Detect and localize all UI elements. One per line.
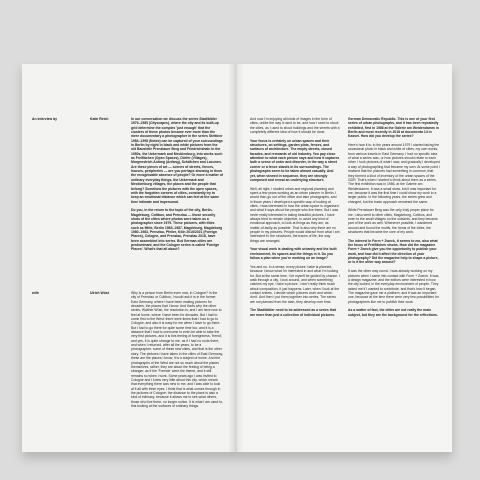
right-column-2 bbox=[348, 117, 440, 321]
paragraph: While Prenzlauer Berg was the only truly proper place for me, I also went to other cities, Magdeburg, Cottbus, and even to the small villages on the outskirts, and they became part of the work as well. Whenever possible, I wandered around and found the motifs, the forms of the cities, the structures that became the core of my work. bbox=[348, 208, 438, 235]
right-page bbox=[236, 64, 452, 452]
left-page bbox=[22, 64, 236, 452]
interview-by-label: An interview by bbox=[32, 117, 58, 121]
question-paragraph: The interest in Form + Zweck, it seems to me, also what the focus of Freiflächen shows. How did the magazine Form + Zweck give you the opportunity to publish your work, and how did it affect the direction of your photography? Did the magazine help to shape a picture, or is it the other way around? bbox=[348, 238, 439, 265]
question-paragraph: Your visual work is dealing with urbanity and the built environment, its spaces and the things in it. Do you follow a plan when you're working on an image? bbox=[250, 247, 337, 261]
paragraph: Here's how it is: in the years around 1979 I started taking the occasional photo in black and white of cities, my own works, from various travels in East Germany. I had no specific idea of what a series was, or how pictures should relate to each other. I took pictures of what I saw, and gradually I developed a way of photographing that became my own. At some point I realised that the pictures had something in common, that they formed a kind of inventory of the urban spaces of the GDR. That's when I started to think about them as a series. The first exhibition was in 1986, at the Galerie am Weidendamm. It was a small show, but it was important for me, because it was the first time I could show my work to a larger public. In the following years, the series grew and changed, but the basic approach remained the same. bbox=[348, 143, 440, 204]
question-paragraph: The Stadtbilder need to be addressed as a series that are more than just a collection of individual pictures. bbox=[250, 308, 336, 317]
paragraph: Yes and no. In a sense, every picture I take is planned, because I know what I'm interested in and what I'm looking for. But at the same time, I let myself be guided by chance. I walk through a city, I look around, and when something catches my eye, I take a picture. I don't really think much about composition, it just happens. Later, when I look at the contact sheets, I decide which pictures work and which don't. And then I put them together into series. The series are not planned from the start, they develop over time. bbox=[250, 264, 340, 304]
interview-intro-column bbox=[131, 117, 223, 256]
open-magazine bbox=[22, 64, 452, 452]
intro-paragraph-2: Do you, in the return to the topic of the city, Berlin, Magdeburg, Cottbus, and Prenzlau — those security shots of the cities where photos were taken as a photographer since 1979. These pictures, with titles such as Mitte, Berlin 1983–1987, Magdeburg, Magdeburg 1980–1983, Prenzlau, Pfeiler, Köln 2016/2021 (Foreign Places), Cologne, and Prenzlau, Prenzlau 2018, have been assembled into series. But German cities are predominant, and the Cologne series is called 'Foreign Places'. What's that all about? bbox=[131, 208, 223, 252]
paragraph: It was the other way round. I was already working on my pictures when I came into contact with Form + Zweck. It was a design magazine, and the editors were interested in how the city looked, in the everyday environment of people. They asked me if I wanted to contribute, and that's how it began. The magazine gave me a platform, and it was an important one, because at the time there were very few possibilities for photographers like me to publish their work. bbox=[348, 269, 439, 304]
interviewee-name: Ulrich Wüst bbox=[90, 291, 109, 295]
interviewer-name: Katie Reich bbox=[90, 117, 109, 121]
paragraph: And now I'm enjoying all kinds of images in the form of cities, unlike the way it used to be, and how I used to shoot the cities, as I used to shoot buildings and the streets with a completely different idea of how it should be done. bbox=[250, 117, 340, 135]
answer-paragraph: Why is a person from Berlin even now, in Cologne? In the city of Prenzlau or Cottbus, I would ask it is in the former East Germany, where I have been making pictures for decades, the places that I know. And that's why the other series, Walther Wüst, the resolution is, and I am here now to feel at home, where I have been for decades. But I had to come first to the West: there were times that I had to go to Cologne, and also it is easy for me when I have to go there. But I had to go there for quite some time too, and it is a distance that I had to overcome to even be able to take the very first pictures, and it is this feeling of foreignness, 'fremd', and yes, it is quite strange to me, as if I had no roots there, and when I returned, after all the years, to be a photographer, some of these new cities, and that is the other story. The pictures I have taken in the cities of East Germany, these are the places I know, it is a subject of home. And the photographs of the West are not so much about the places themselves, rather, they are about the feeling of being a stranger, as if the 'Fremde' were the theme, and it still remains so when I work. Some years ago I was invited to Cologne and I knew very little about this city, which meant that everything there was new to me, and I was able to look at it all with fresh eyes. I think that is what comes through in the pictures of Cologne: the distance to the place is also a kind of intimacy, because it allows me to see what others, those who live there, no longer notice. It is what I am used to, this looking at the surfaces of ordinary things. bbox=[131, 291, 223, 408]
question-paragraph: German Democratic Republic. This is one of your first series of urban photographs, and it has been repeatedly exhibited, first in 1986 at the Galerie am Weidendamm in Berlin and most recently in 2018 at documenta 14 in Kassel. How did you develop the series? bbox=[348, 117, 439, 139]
answer-column bbox=[131, 291, 223, 413]
with-label: with bbox=[32, 291, 39, 295]
question-paragraph: As a matter of fact, the cities are not really the main subject, but they are the background for the reflections. bbox=[348, 308, 438, 317]
question-paragraph: Your focus is certainly on urban spaces and their structures, on settings, garden plots, fences, and surfaces of architecture. The empty streets, closed facades, and remnants of old industry. You pay close attention to what each picture says and how it captures both a sense of order and disorder, in the way a street corner or a fence stands in its surroundings. The photographs seem to be taken almost casually. And yet, when viewed in sequence, they are strongly composed and reveal an underlying structure. bbox=[250, 138, 340, 182]
intro-paragraph: In our conversation we discuss the series Stadtbilder 1979–1985 (Cityscapes), where the city and its built-up grid determine the complex 'just enough' that the clusters of these photos became ever more than the mere documentary a photographer in the series Stettiner 1984–1998 (Notes) can be captured of your surroundings in Berlin by night in black and white pictures from the old Baustelle Prenzlauer Berg and Friedrichshain in the 1980s, the Uckermark and Mecklenburg, into works such as Freiflächen (Open Spaces), Dörfer (Villages), Morgenstrich Anfang (Anfang), Schäfchen and Lacunen. Are these pieces of art — scenes of streets, fences, houses, peripheries — are you perhaps showing in them the recognisable absence of people? Or more a matter of ordinary everyday things, the Uckermark and Mecklenburg villages, the places and the people that belong? Somehow the pictures with the open spaces, with the forgotten corners of cities, constantly try to keep an emotional distance which can feel at the same time intimate and impersonal. bbox=[131, 117, 223, 204]
paragraph: Well, all right, I studied urban and regional planning and spent a few years working as an urban planner in Berlin. I would then go out of the office and take photographs, and in those years I developed a specific way of looking at cities. I was interested in how the urban space is organised and what it says about the people who live there. But I was never really interested in taking beautiful pictures. I have always tried to remain objective, to avoid any kind of emotional approach, to look at things as they are, as matter-of-factly as possible. That is also why there are no people in my pictures. People would distract from what I am interested in: the structures, the traces of life, the way things are arranged. bbox=[250, 186, 340, 243]
right-column-1 bbox=[250, 117, 340, 321]
